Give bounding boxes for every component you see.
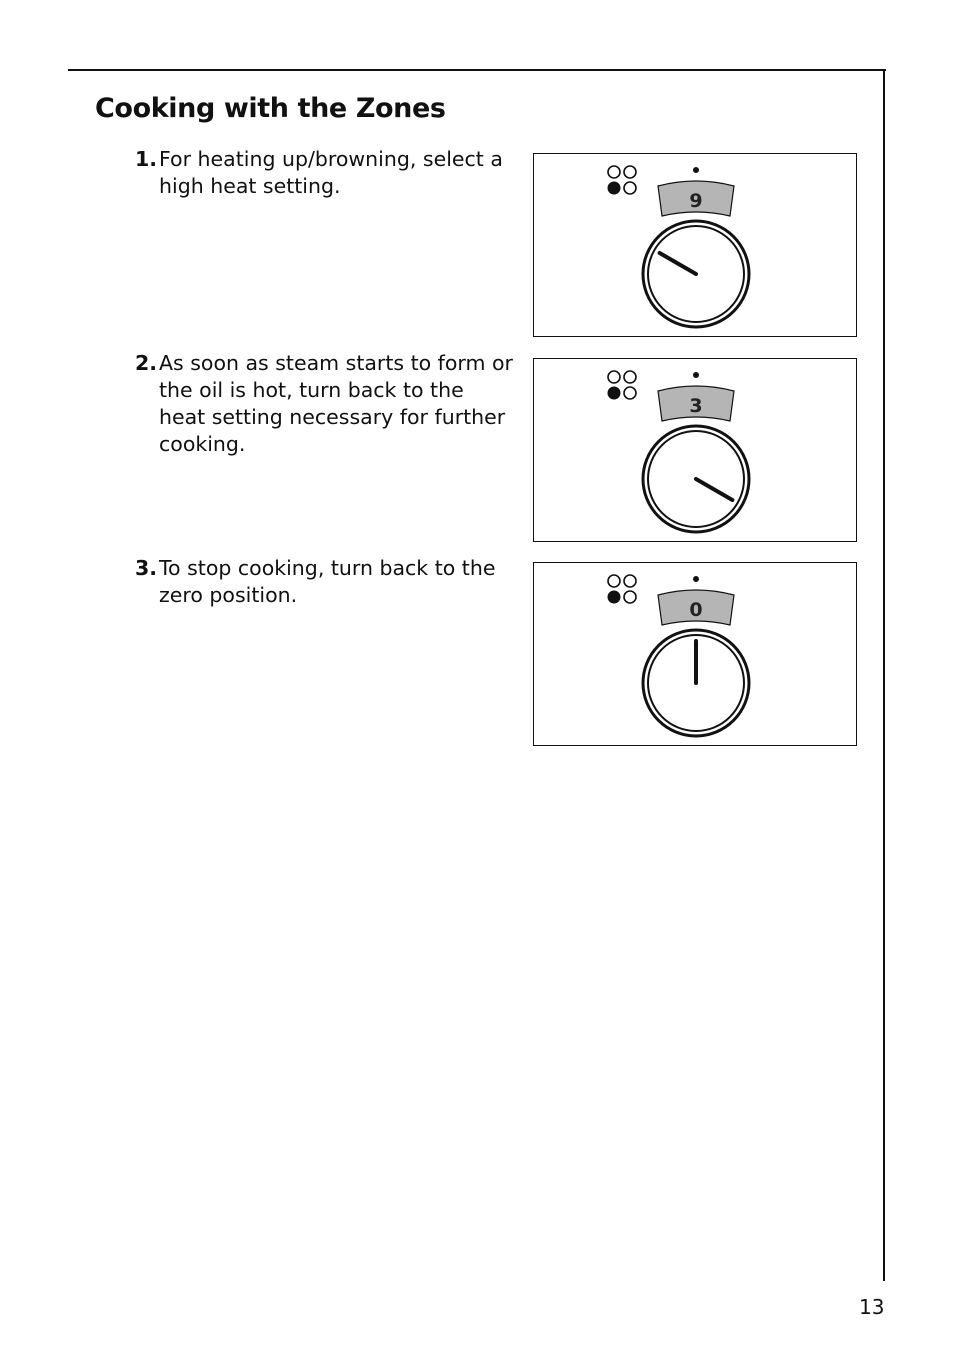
step-number: 3.: [135, 556, 158, 580]
setting-value: 0: [689, 599, 703, 621]
step-number: 2.: [135, 351, 158, 375]
page-title: Cooking with the Zones: [95, 93, 446, 124]
position-marker-dot-icon: [693, 576, 699, 582]
knob-illustration-1: [533, 153, 857, 337]
setting-value: 3: [689, 395, 703, 417]
knob-illustration-2: [533, 358, 857, 542]
step-2: [135, 350, 515, 458]
knob-illustration-3: [533, 562, 857, 746]
top-rule: [68, 69, 886, 71]
step-3: [135, 555, 515, 609]
cooking-zone-indicator-icon: [608, 575, 637, 604]
cooking-zone-indicator-icon: [608, 371, 637, 400]
step-text: To stop cooking, turn back to the zero position.: [159, 556, 496, 607]
step-number: 1.: [135, 147, 158, 171]
control-knob-icon: [643, 630, 749, 736]
control-knob-icon: [643, 221, 749, 327]
step-text: As soon as steam starts to form or the oil is hot, turn back to the heat setting necessary for further cooking.: [159, 351, 513, 456]
control-knob-icon: [643, 426, 749, 532]
page-number: 13: [859, 1295, 885, 1319]
cooking-zone-indicator-icon: [608, 166, 637, 195]
step-1: [135, 146, 515, 200]
setting-value: 9: [689, 190, 703, 212]
position-marker-dot-icon: [693, 167, 699, 173]
step-text: For heating up/browning, select a high heat setting.: [159, 147, 503, 198]
position-marker-dot-icon: [693, 372, 699, 378]
right-rule: [883, 69, 885, 1281]
